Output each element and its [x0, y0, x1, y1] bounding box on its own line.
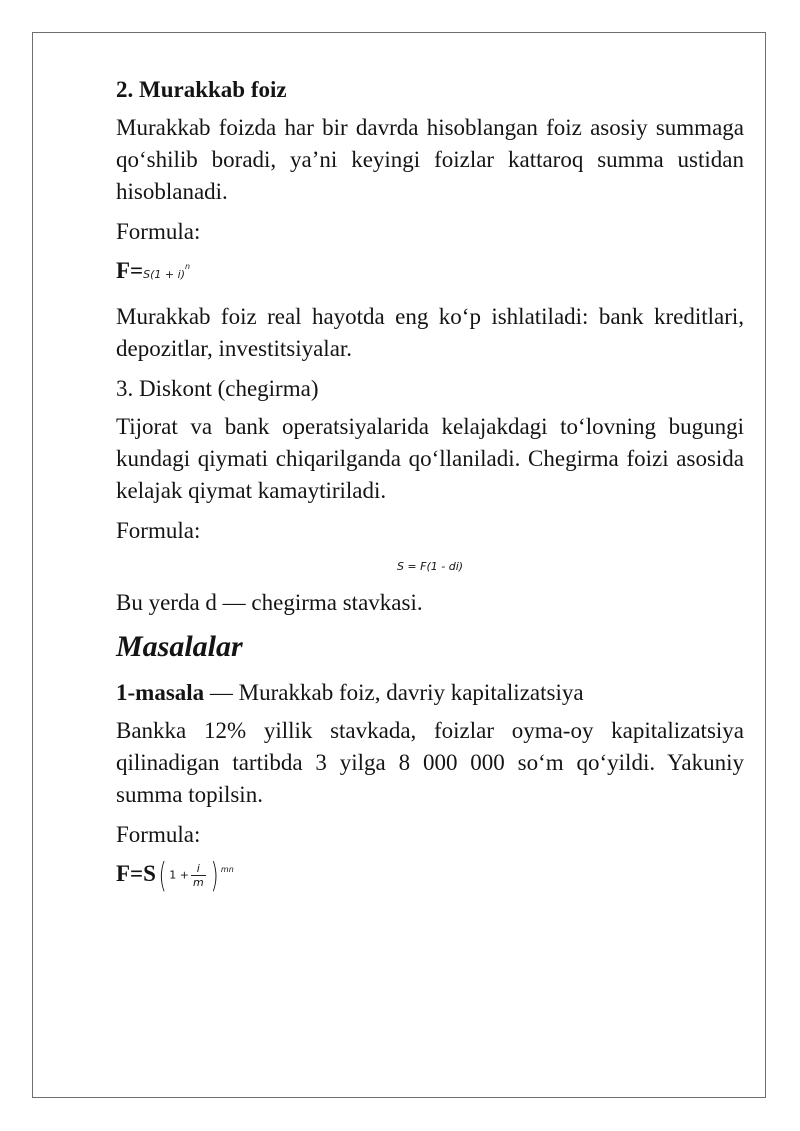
- discount-note: Bu yerda d — chegirma stavkasi.: [116, 590, 423, 615]
- discount-formula: S = F(1 - di): [396, 560, 464, 573]
- compound-interest-usage: Murakkab foiz real hayotda eng ko‘p ishlatiladi: bank kreditlari, depozitlar, investitsiyalar.: [116, 304, 744, 361]
- discount-description: Tijorat va bank operatsiyalarida kelajakdagi to‘lovning bugungi kundagi qiymati chiqarilganda qo‘llaniladi. Chegirma foizi asosida kelajak qiymat kamaytiriladi.: [116, 414, 744, 503]
- document-body: [116, 74, 744, 904]
- section-heading-discount: 3. Diskont (chegirma): [116, 376, 319, 401]
- periodic-compound-formula: [116, 857, 744, 896]
- formula-lhs: F=: [116, 258, 144, 283]
- formula-one-plus: 1 +: [169, 868, 189, 882]
- formula-label: Formula:: [116, 219, 201, 244]
- fraction-denominator: m: [192, 876, 204, 890]
- section-heading-compound-interest: 2. Murakkab foiz: [116, 77, 287, 102]
- problems-title: Masalalar: [116, 630, 243, 663]
- compound-interest-description: Murakkab foizda har bir davrda hisoblangan foiz asosiy summaga qo‘shilib boradi, ya’ni keyingi foizlar kattaroq summa ustidan hisoblanadi.: [116, 115, 744, 204]
- fraction-numerator: i: [191, 862, 206, 876]
- formula-exponent: mn: [220, 865, 234, 874]
- compound-interest-formula: [116, 254, 744, 293]
- formula-lhs: F=S: [116, 861, 156, 886]
- left-paren: (: [158, 855, 167, 896]
- problem-1-text: Bankka 12% yillik stavkada, foizlar oyma-oy kapitalizatsiya qilinadigan tartibda 3 yilga 8 000 000 so‘m qo‘yildi. Yakuniy summa topilsin.: [116, 718, 744, 807]
- fraction: [191, 862, 206, 889]
- problem-1-label: 1-masala: [116, 680, 205, 705]
- formula-exponent: n: [185, 262, 191, 271]
- right-paren: ): [210, 855, 219, 896]
- problem-1-subtitle: — Murakkab foiz, davriy kapitalizatsiya: [204, 680, 584, 705]
- formula-label: Formula:: [116, 518, 201, 543]
- formula-label: Formula:: [116, 822, 201, 847]
- formula-rhs: S(1 + i): [143, 268, 185, 281]
- problem-1-heading: [116, 677, 744, 709]
